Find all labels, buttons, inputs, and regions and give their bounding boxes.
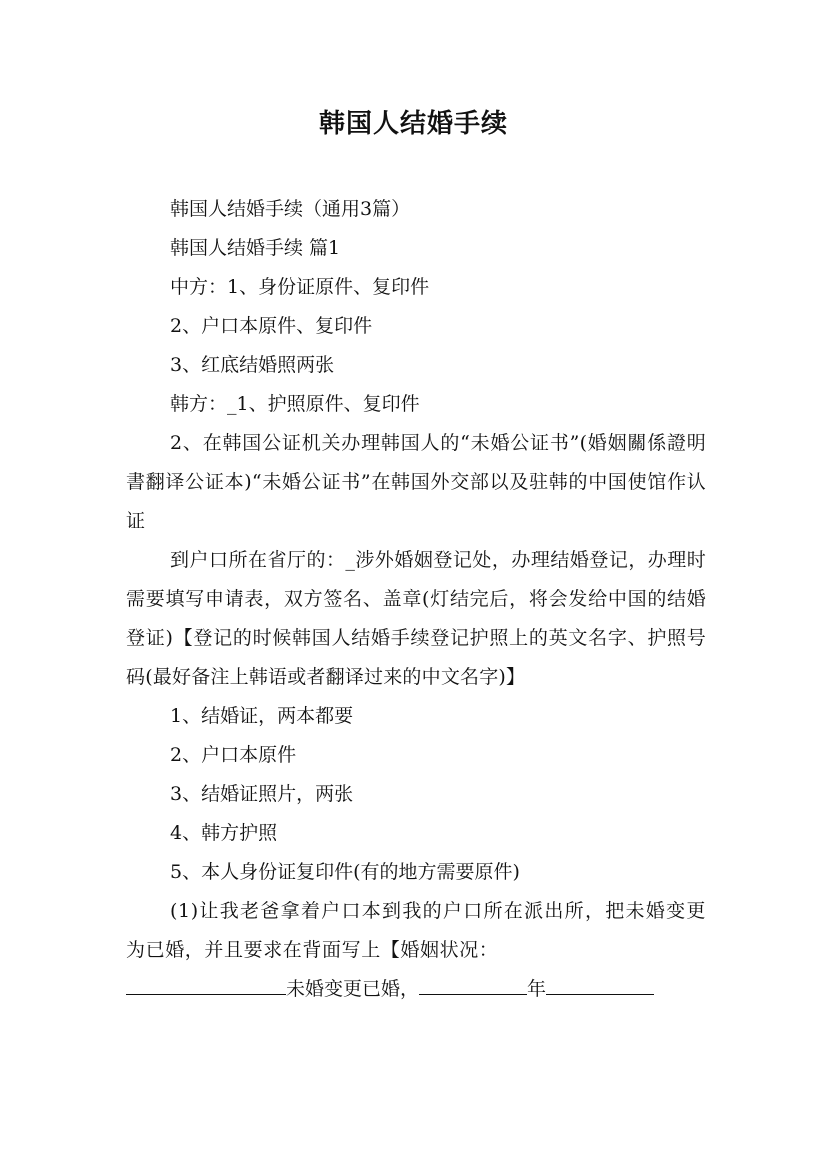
fill-in-line xyxy=(126,970,706,1009)
paragraph-doc-item-3: 3、结婚证照片，两张 xyxy=(170,783,354,805)
paragraph-section-heading: 韩国人结婚手续 篇1 xyxy=(170,237,341,259)
paragraph-registration: 到户口所在省厅的：_涉外婚姻登记处，办理结婚登记，办理时需要填写申请表，双方签名、盖章(灯结完后，将会发给中国的结婚登证)【登记的时候韩国人结婚手续登记护照上的英文名字、护照号码(最好备注上韩语或者翻译过来的中文名字)】 xyxy=(126,549,706,688)
paragraph-doc-item-2: 2、户口本原件 xyxy=(170,744,297,766)
paragraph-korean-side-item-1: 韩方：_1、护照原件、复印件 xyxy=(170,393,420,415)
document-body xyxy=(126,190,706,1009)
blank-field-3 xyxy=(546,976,654,995)
paragraph-chinese-side-item-3: 3、红底结婚照两张 xyxy=(170,354,335,376)
paragraph-doc-item-5: 5、本人身份证复印件(有的地方需要原件) xyxy=(170,861,520,883)
blank-field-2 xyxy=(419,976,527,995)
fill-in-text-b: 年 xyxy=(527,978,547,1000)
paragraph-korean-side-item-2: 2、在韩国公证机关办理韩国人的“未婚公证书”(婚姻關係證明書翻译公证本)“未婚公证书”在韩国外交部以及驻韩的中国使馆作认证 xyxy=(126,432,706,532)
paragraph-chinese-side-item-2: 2、户口本原件、复印件 xyxy=(170,315,373,337)
paragraph-doc-item-1: 1、结婚证，两本都要 xyxy=(170,705,354,727)
paragraph-step-1: (1)让我老爸拿着户口本到我的户口所在派出所，把未婚变更为已婚，并且要求在背面写上【婚姻状况： xyxy=(126,900,706,961)
paragraph-chinese-side-item-1: 中方：1、身份证原件、复印件 xyxy=(170,276,430,298)
paragraph-subtitle: 韩国人结婚手续（通用3篇） xyxy=(170,198,411,220)
fill-in-text-a: 未婚变更已婚， xyxy=(286,978,420,1000)
paragraph-doc-item-4: 4、韩方护照 xyxy=(170,822,278,844)
blank-field-1 xyxy=(126,976,286,995)
document-title: 韩国人结婚手续 xyxy=(318,109,508,139)
